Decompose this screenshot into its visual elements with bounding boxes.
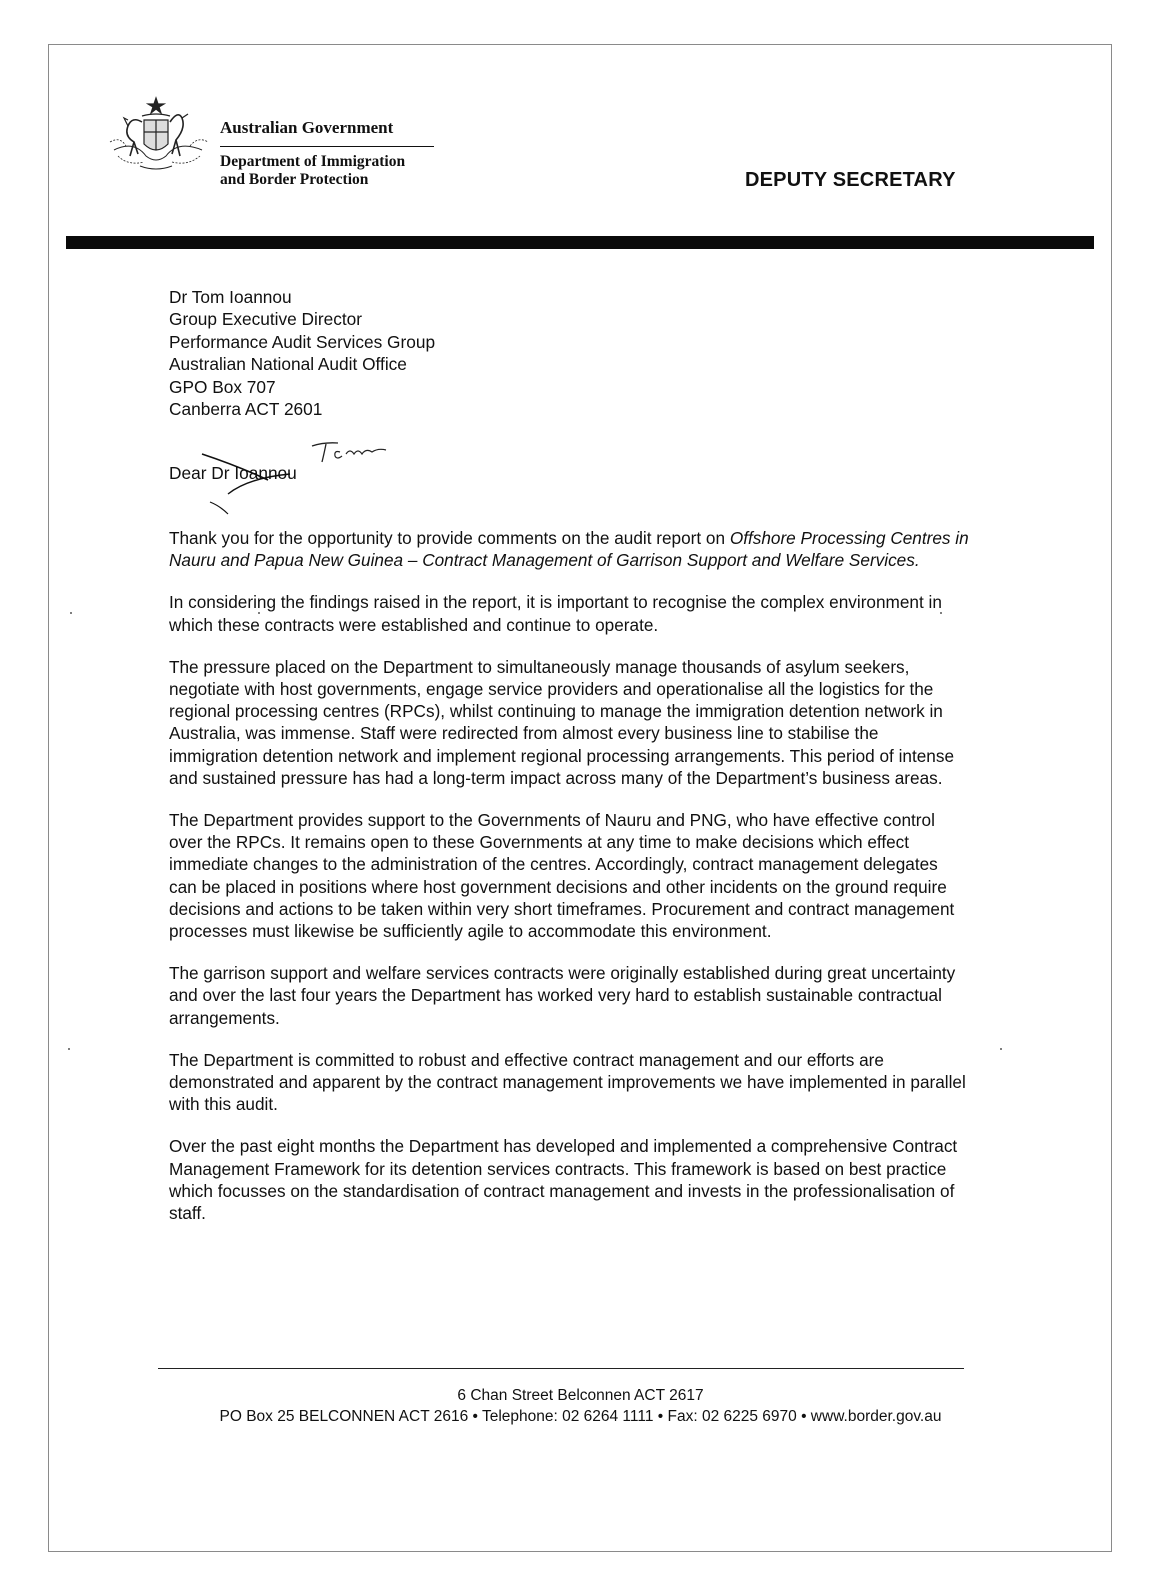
paragraph-5: The garrison support and welfare services contracts were originally established during great uncertainty and over the last four years the Department has worked very hard to establish sustainable contractual arrangements. [169, 963, 956, 1028]
scan-speck [70, 612, 72, 614]
report-title: Offshore Processing Centres in Nauru and Papua New Guinea – Contract Management of Garrison Support and Welfare Services. [169, 528, 969, 571]
department-line-2: and Border Protection [220, 171, 369, 188]
paragraph-4: The Department provides support to the Governments of Nauru and PNG, who have effective control over the RPCs. It remains open to these Governments at any time to make decisions which effect immediate changes to the administration of the centres. Accordingly, contract management delegates can be placed in positions where host government decisions and other incidents on the ground require decisions and actions to be taken within very short timeframes. Procurement and contract management processes must likewise be sufficiently agile to accommodate this environment. [169, 810, 955, 942]
salutation-prefix: Dear Dr [169, 463, 230, 483]
address-line: Dr Tom Ioannou [169, 287, 292, 307]
scan-speck [258, 612, 260, 614]
footer-street-address: 6 Chan Street Belconnen ACT 2617 [457, 1387, 704, 1404]
address-line: Performance Audit Services Group [169, 331, 436, 352]
paragraph-6: The Department is committed to robust and effective contract management and our efforts are demonstrated and apparent by the contract management improvements we have implemented in parallel with this audit. [169, 1049, 966, 1115]
footer-contact-details: PO Box 25 BELCONNEN ACT 2616 • Telephone: 02 6264 1111 • Fax: 02 6225 6970 • www.border.gov.au [219, 1408, 942, 1425]
address-line: Group Executive Director [169, 309, 363, 330]
scan-speck [1000, 1048, 1002, 1050]
department-line-1: Department of Immigration [220, 153, 406, 170]
paragraph-3: The pressure placed on the Department to simultaneously manage thousands of asylum seekers, negotiate with host governments, engage service providers and operationalise all the logistics for the regional processing centres (RPCs), whilst continuing to manage the immigration detention network in Australia, was immense. Staff were redirected from almost every business line to stabilise the immigration detention network and implement regional processing arrangements. This period of intense and sustained pressure has had a long-term impact across many of the Department’s business areas. [169, 656, 955, 788]
letter-body [169, 527, 969, 1244]
address-line: GPO Box 707 [169, 376, 276, 397]
handwritten-signature-mark [310, 436, 390, 466]
department-name [220, 153, 405, 189]
letterhead-divider [220, 146, 434, 147]
scan-speck [68, 1048, 70, 1050]
header-bar [66, 236, 1094, 249]
coat-of-arms-icon [104, 96, 212, 176]
paragraph-1 [169, 527, 969, 571]
scan-speck [940, 612, 942, 614]
address-line: Australian National Audit Office [169, 354, 407, 375]
government-name: Australian Government [220, 118, 394, 137]
office-title: DEPUTY SECRETARY [745, 169, 956, 191]
strike-through-mark [198, 444, 318, 516]
address-line: Canberra ACT 2601 [169, 399, 323, 420]
salutation-name: Ioannou [234, 463, 297, 483]
recipient-address [169, 286, 435, 420]
paragraph-7: Over the past eight months the Department has developed and implemented a comprehensive Contract Management Framework for its detention services contracts. This framework is based on best practice which focusses on the standardisation of contract management and invests in the professionalisation of staff. [169, 1136, 958, 1224]
paragraph-2: In considering the findings raised in the report, it is important to recognise the complex environment in which these contracts were established and continue to operate. [169, 592, 942, 635]
footer-divider [158, 1368, 964, 1369]
paragraph-1-lead: Thank you for the opportunity to provide comments on the audit report on [169, 528, 730, 548]
